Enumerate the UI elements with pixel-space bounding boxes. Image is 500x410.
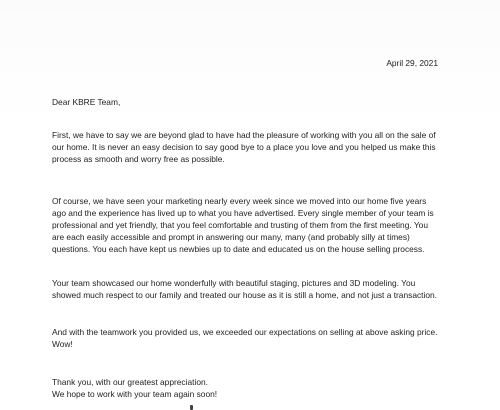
paragraph-line: professional and yet friendly, that you feel comfortable and trusting of them from the first meeting. You — [52, 220, 428, 230]
paragraph-experience — [52, 195, 472, 255]
paragraph-line: questions. You each have kept us newbies up to date and educated us on the house selling process. — [52, 244, 425, 254]
paragraph-line: First, we have to say we are beyond glad to have had the pleasure of working with you all on the sale of — [52, 130, 436, 140]
paragraph-line: Of course, we have seen your marketing nearly every week since we moved into our home five years — [52, 196, 427, 206]
paragraph-closing — [52, 376, 472, 400]
paragraph-line: process as smooth and worry free as possible. — [52, 154, 225, 164]
paragraph-line: our home. It is never an easy decision to say good bye to a place you love and you helped us make this — [52, 142, 436, 152]
paragraph-line: Thank you, with our greatest appreciation. — [52, 377, 208, 387]
paragraph-line: are each easily accessible and prompt in answering our many, many (and probably silly at times) — [52, 232, 410, 242]
paragraph-line: We hope to work with your team again soon! — [52, 389, 218, 399]
paragraph-line: ago and the experience has lived up to what you have advertised. Every single member of your team is — [52, 208, 434, 218]
paragraph-line: And with the teamwork you provided us, we exceeded our expectations on selling at above asking price. — [52, 327, 438, 337]
letter-salutation: Dear KBRE Team, — [52, 97, 121, 107]
paragraph-line: Your team showcased our home wonderfully with beautiful staging, pictures and 3D modeling. You — [52, 278, 416, 288]
scan-artifact-mark — [190, 405, 193, 410]
paragraph-line: showed much respect to our family and treated our house as it is still a home, and not just a transaction. — [52, 290, 437, 300]
paragraph-showcase — [52, 277, 472, 301]
letter-date: April 29, 2021 — [386, 58, 438, 68]
paragraph-line: Wow! — [52, 339, 73, 349]
paragraph-result — [52, 326, 472, 350]
paragraph-gratitude — [52, 129, 472, 165]
